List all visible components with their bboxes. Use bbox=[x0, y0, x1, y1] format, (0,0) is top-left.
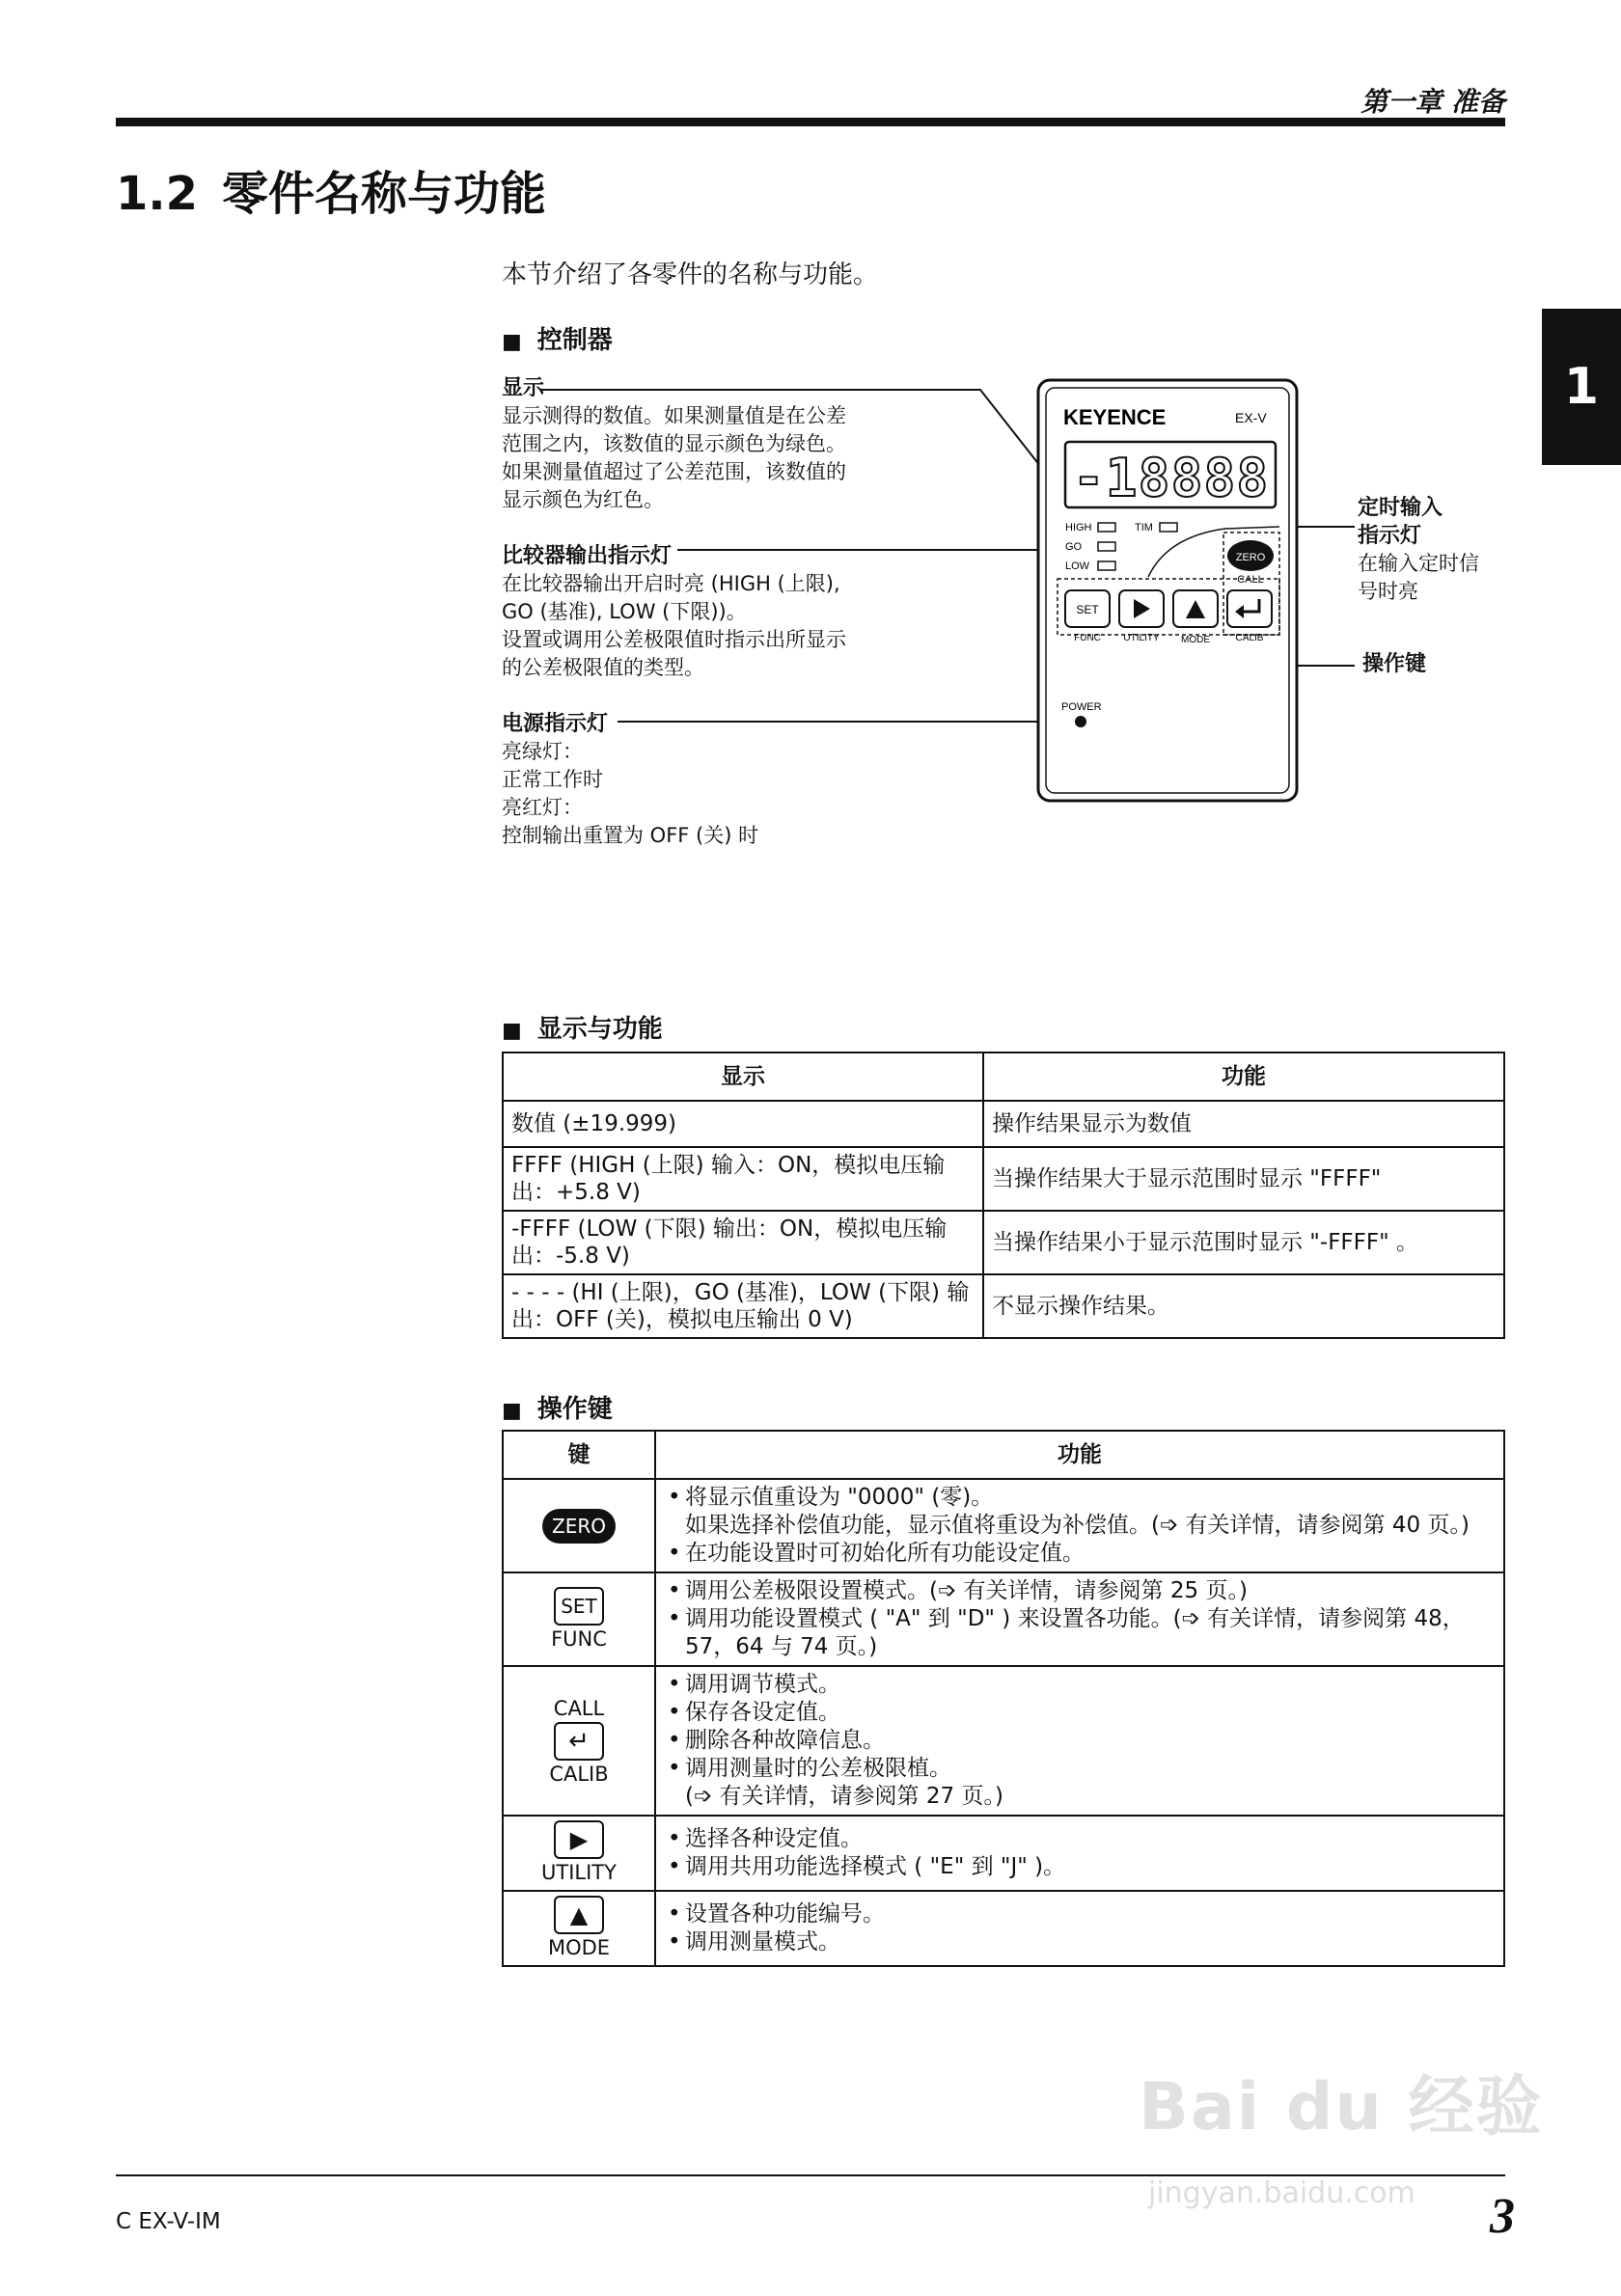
power-led-icon bbox=[1075, 716, 1086, 727]
table-row: FFFF (HIGH (上限) 输入：ON，模拟电压输出：+5.8 V) 当操作结果大于显示范围时显示 "FFFF" bbox=[503, 1147, 1504, 1211]
chapter-tab: 1 bbox=[1542, 309, 1621, 465]
table-header: 功能 bbox=[983, 1052, 1504, 1101]
led-high-icon bbox=[1098, 523, 1115, 532]
table-row: CALL ↵ CALIB • 调用调节模式。 • 保存各设定值。 • 删除各种故障信息。 • 调用测量时的公差极限植。 (➩ 有关详情，请参阅第 27 页。) bbox=[503, 1666, 1504, 1816]
timing-callout: 定时输入 指示灯 在输入定时信 号时亮 bbox=[1358, 496, 1479, 603]
svg-text:SET: SET bbox=[1076, 603, 1099, 616]
section-number: 1.2 bbox=[116, 167, 199, 221]
comparator-callout-title: 比较器输出指示灯 bbox=[502, 544, 673, 568]
page-number: 3 bbox=[1490, 2189, 1515, 2244]
table-header: 功能 bbox=[655, 1431, 1504, 1479]
svg-text:UTILITY: UTILITY bbox=[1123, 633, 1160, 643]
square-bullet-icon: ■ bbox=[502, 1399, 522, 1423]
table-row: ▶ UTILITY • 选择各种设定值。 • 调用共用功能选择模式 ( "E" 到 "J" )。 bbox=[503, 1816, 1504, 1891]
svg-text:LOW: LOW bbox=[1065, 560, 1090, 572]
led-tim-icon bbox=[1160, 523, 1177, 532]
controller-diagram bbox=[0, 0, 1621, 868]
led-go-icon bbox=[1098, 542, 1115, 551]
table-row: 数值 (±19.999) 操作结果显示为数值 bbox=[503, 1101, 1504, 1147]
key-label: FUNC bbox=[551, 1626, 607, 1651]
led-low-icon bbox=[1098, 561, 1115, 570]
display-function-table bbox=[502, 1052, 1505, 1339]
chapter-header: 第一章 准备 bbox=[1360, 86, 1505, 118]
table-row: - - - - (HI (上限)，GO (基准)，LOW (下限) 输出：OFF (关)，模拟电压输出 0 V) 不显示操作结果。 bbox=[503, 1274, 1504, 1338]
operation-keys-table bbox=[502, 1430, 1505, 1967]
svg-text:POWER: POWER bbox=[1061, 701, 1102, 713]
model-label: EX-V bbox=[1235, 410, 1267, 425]
display-readout: -18888 bbox=[1073, 448, 1268, 508]
table-row: SET FUNC • 调用公差极限设置模式。(➩ 有关详情，请参阅第 25 页。) • 调用功能设置模式 ( "A" 到 "D" ) 来设置各功能。(➩ 有关详情，请参阅第 48，57，64 与 74 页。) bbox=[503, 1572, 1504, 1666]
table-row: ▲ MODE • 设置各种功能编号。 • 调用测量模式。 bbox=[503, 1891, 1504, 1966]
table-header: 键 bbox=[503, 1431, 655, 1479]
svg-text:HIGH: HIGH bbox=[1065, 522, 1092, 533]
key-label: MODE bbox=[547, 1936, 611, 1959]
up-arrow-key-icon: ▲ bbox=[554, 1896, 604, 1934]
key-label: CALIB bbox=[549, 1762, 609, 1786]
square-bullet-icon: ■ bbox=[502, 330, 522, 354]
table-row: -FFFF (LOW (下限) 输出：ON，模拟电压输出：-5.8 V) 当操作结果小于显示范围时显示 "-FFFF" 。 bbox=[503, 1211, 1504, 1274]
svg-text:TIM: TIM bbox=[1135, 522, 1153, 533]
brand-logo: KEYENCE bbox=[1063, 405, 1167, 429]
svg-text:GO: GO bbox=[1065, 541, 1083, 553]
key-label: CALL bbox=[553, 1696, 605, 1720]
table-row: ZERO • 将显示值重设为 "0000" (零)。 如果选择补偿值功能，显示值将重设为补偿值。(➩ 有关详情，请参阅第 40 页。) • 在功能设置时可初始化所有功能设定值。 bbox=[503, 1479, 1504, 1572]
svg-text:CALIB: CALIB bbox=[1235, 633, 1264, 643]
display-table-heading: ■ 显示与功能 bbox=[502, 1015, 663, 1044]
right-arrow-key-icon: ▶ bbox=[554, 1820, 604, 1859]
comparator-callout: 比较器输出指示灯 在比较器输出开启时亮 (HIGH (上限), GO (基准), LOW (下限))。 设置或调用公差极限值时指示出所显示 的公差极限值的类型。 bbox=[502, 544, 846, 679]
zero-key-icon: ZERO bbox=[542, 1509, 616, 1544]
footer-rule bbox=[116, 2174, 1505, 2176]
enter-key-icon: ↵ bbox=[554, 1722, 604, 1761]
section-name: 零件名称与功能 bbox=[222, 167, 547, 221]
display-callout: 显示 显示测得的数值。如果测量值是在公差 范围之内，该数值的显示颜色为绿色。 如果测量值超过了公差范围，该数值的 显示颜色为红色。 bbox=[502, 376, 846, 511]
keys-table-heading: ■ 操作键 bbox=[502, 1395, 613, 1424]
svg-text:ZERO: ZERO bbox=[1235, 552, 1266, 563]
svg-text:FUNC: FUNC bbox=[1074, 633, 1101, 643]
watermark-url: jingyan.baidu.com bbox=[1148, 2176, 1415, 2210]
set-key-icon: SET bbox=[554, 1587, 604, 1626]
intro-text: 本节介绍了各零件的名称与功能。 bbox=[502, 260, 879, 289]
keys-callout: 操作键 bbox=[1362, 652, 1427, 676]
power-callout: 电源指示灯 亮绿灯： 正常工作时 亮红灯： 控制输出重置为 OFF (关) 时 bbox=[502, 712, 759, 847]
calib-key-icon bbox=[1227, 590, 1272, 627]
svg-text:MODE: MODE bbox=[1181, 635, 1210, 645]
square-bullet-icon: ■ bbox=[502, 1019, 522, 1043]
watermark-logo: Bai du 经验 bbox=[1139, 2069, 1544, 2146]
controller-heading: ■ 控制器 bbox=[502, 326, 613, 355]
svg-text:CALL: CALL bbox=[1237, 574, 1264, 586]
key-label: UTILITY bbox=[541, 1861, 617, 1884]
power-callout-title: 电源指示灯 bbox=[502, 712, 609, 736]
table-header: 显示 bbox=[503, 1052, 983, 1101]
document-code: C EX-V-IM bbox=[116, 2209, 221, 2234]
display-callout-title: 显示 bbox=[502, 376, 545, 400]
